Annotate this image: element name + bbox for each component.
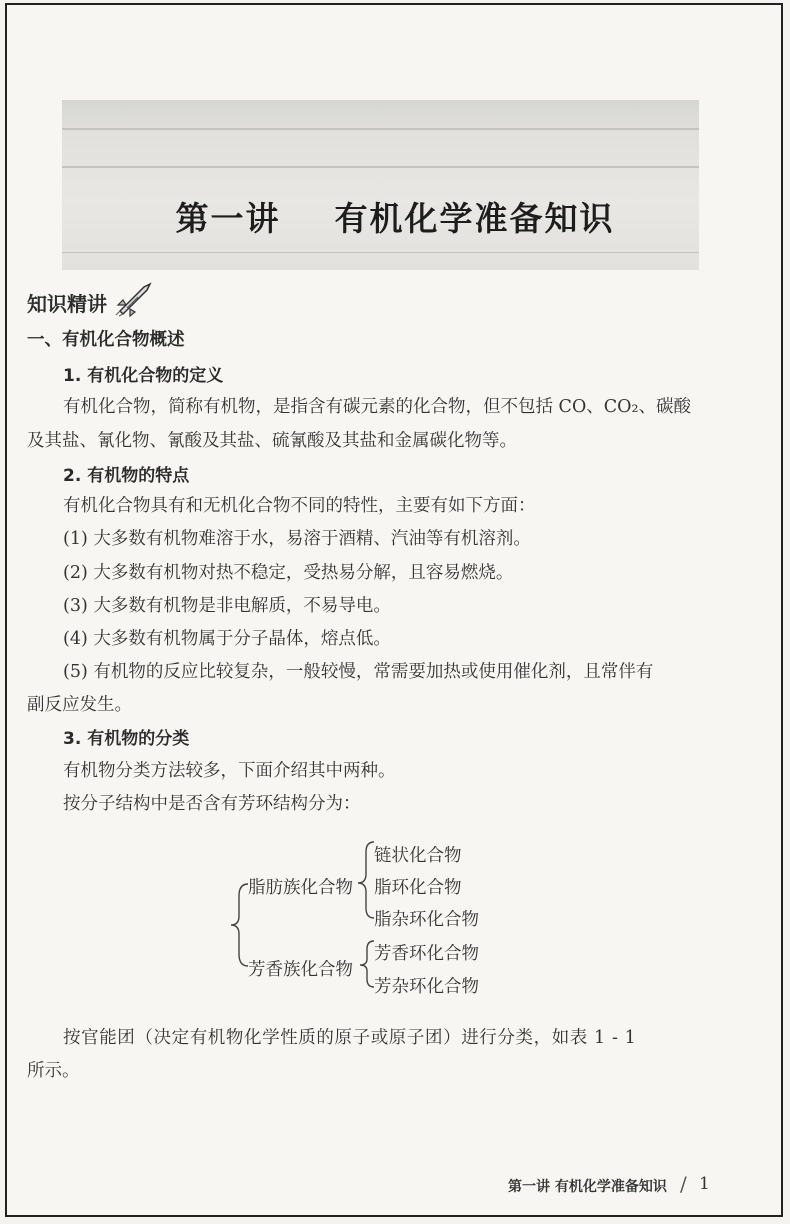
list-item: (2) 大多数有机物对热不稳定，受热易分解，且容易燃烧。 (63, 563, 514, 583)
header-band-rule (62, 252, 699, 253)
chapter-header-band (62, 100, 699, 270)
list-item: (3) 大多数有机物是非电解质，不易导电。 (63, 596, 391, 616)
tree-leaf: 芳杂环化合物 (374, 977, 479, 997)
subheading-features: 2. 有机物的特点 (63, 466, 190, 486)
section-label: 知识精讲 (27, 292, 107, 316)
footer-separator: / (680, 1172, 687, 1196)
tree-branch-aromatic: 芳香族化合物 (248, 960, 353, 980)
running-footer: 第一讲 有机化学准备知识 (508, 1179, 667, 1195)
tree-leaf: 链状化合物 (374, 846, 462, 866)
list-item: (1) 大多数有机物难溶于水，易溶于酒精、汽油等有机溶剂。 (63, 529, 531, 549)
subheading-definition: 1. 有机化合物的定义 (63, 366, 224, 386)
header-band-rule (62, 166, 699, 168)
subheading-classification: 3. 有机物的分类 (63, 729, 190, 749)
list-item-continuation: 副反应发生。 (27, 695, 132, 715)
list-item: (5) 有机物的反应比较复杂，一般较慢，常需要加热或使用催化剂，且常伴有 (63, 662, 654, 682)
list-item: (4) 大多数有机物属于分子晶体，熔点低。 (63, 629, 391, 649)
tree-leaf: 脂环化合物 (374, 878, 462, 898)
paragraph: 有机物分类方法较多，下面介绍其中两种。 (63, 761, 396, 781)
tree-leaf: 脂杂环化合物 (374, 910, 479, 930)
paragraph: 按分子结构中是否含有芳环结构分为： (63, 794, 361, 814)
tree-branch-aliphatic: 脂肪族化合物 (248, 878, 353, 898)
tree-leaf: 芳香环化合物 (374, 944, 479, 964)
rocket-icon (114, 281, 154, 317)
paragraph: 有机化合物具有和无机化合物不同的特性，主要有如下方面： (63, 496, 536, 516)
paragraph: 按官能团（决定有机物化学性质的原子或原子团）进行分类，如表 1 - 1 (63, 1028, 637, 1048)
heading-overview: 一、有机化合物概述 (27, 330, 185, 350)
chapter-title: 第一讲 有机化学准备知识 (175, 199, 615, 238)
page-number: 1 (699, 1174, 710, 1194)
header-band-rule (62, 128, 699, 130)
paragraph: 有机化合物，简称有机物，是指含有碳元素的化合物，但不包括 CO、CO₂、碳酸 (63, 397, 692, 417)
paragraph: 所示。 (27, 1061, 80, 1081)
paragraph: 及其盐、氰化物、氰酸及其盐、硫氰酸及其盐和金属碳化物等。 (27, 431, 517, 451)
